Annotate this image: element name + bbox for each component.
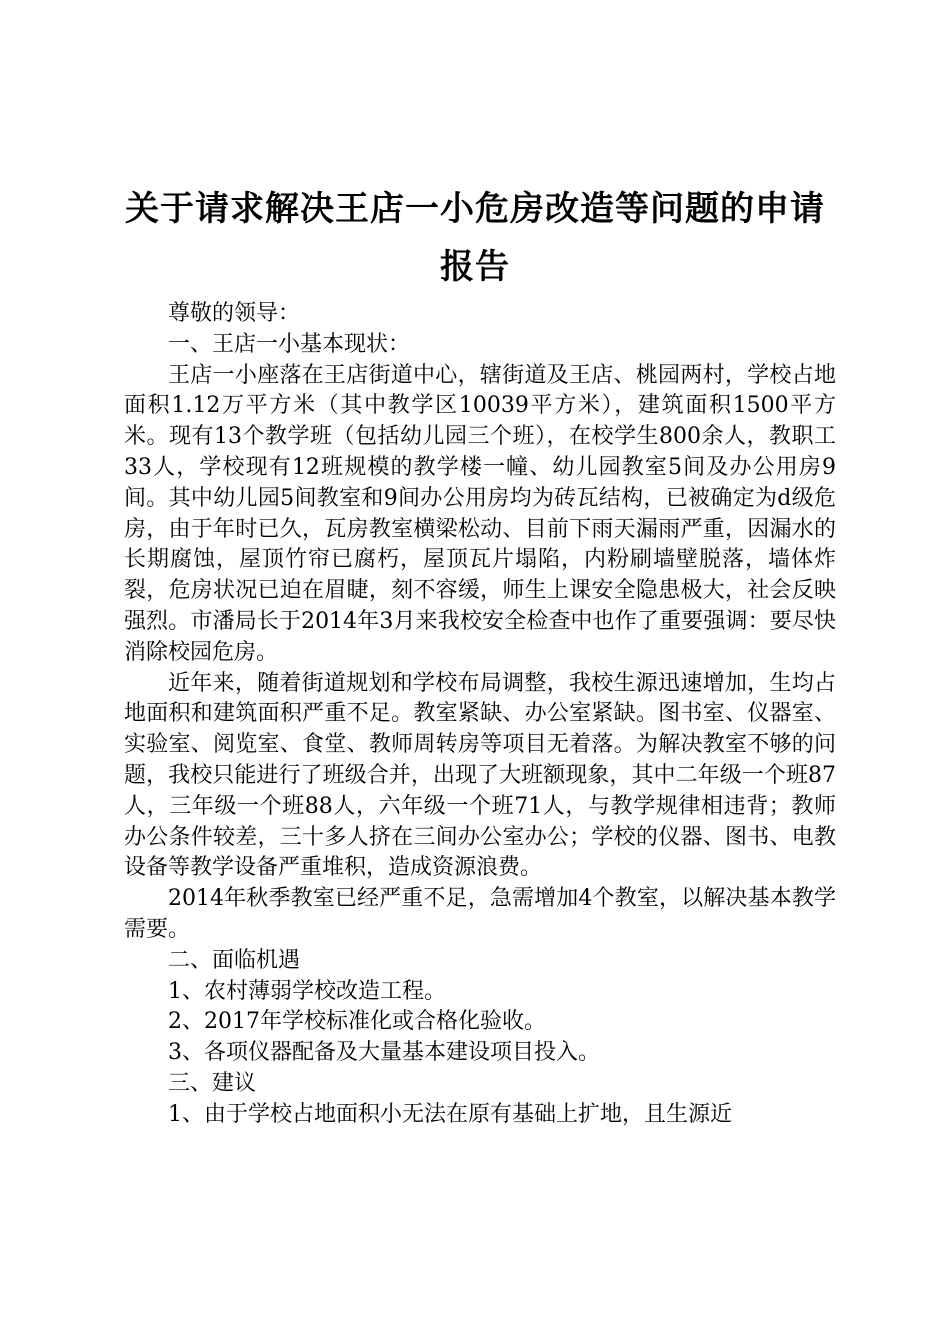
paragraph-autumn-2014: 2014年秋季教室已经严重不足，急需增加4个教室，以解决基本教学需要。 xyxy=(124,886,836,942)
paragraph-current-status: 王店一小座落在王店街道中心，辖街道及王店、桃园两村，学校占地面积1.12万平方米（其中教学区10039平方米），建筑面积1500平方米。现有13个教学班（包括幼儿园三个班），在校学生800余人，教职工33人，学校现有12班规模的教学楼一幢、幼儿园教室5间及办公用房9间。其中幼儿园5间教室和9间办公用房均为砖瓦结构，已被确定为d级危房，由于年时已久，瓦房教室横梁松动、目前下雨天漏雨严重，因漏水的长期腐蚀，屋顶竹帘已腐朽，屋顶瓦片塌陷，内粉刷墙壁脱落，墙体炸裂，危房状况已迫在眉睫，刻不容缓，师生上课安全隐患极大，社会反映强烈。市潘局长于2014年3月来我校安全检查中也作了重要强调：要尽快消除校园危房。 xyxy=(124,362,836,665)
document-title-line-2: 报告 xyxy=(440,247,510,287)
section-heading-2: 二、面临机遇 xyxy=(168,947,301,973)
opportunity-item-1: 1、农村薄弱学校改造工程。 xyxy=(168,978,446,1004)
opportunity-item-2: 2、2017年学校标准化或合格化验收。 xyxy=(168,1009,546,1035)
document-title-line-1: 关于请求解决王店一小危房改造等问题的申请 xyxy=(125,189,825,229)
paragraph-recent-years: 近年来，随着街道规划和学校布局调整，我校生源迅速增加，生均占地面积和建筑面积严重不足。教室紧缺、办公室紧缺。图书室、仪器室、实验室、阅览室、食堂、教师周转房等项目无着落。为解决教室不够的问题，我校只能进行了班级合并，出现了大班额现象，其中二年级一个班87人，三年级一个班88人，六年级一个班71人，与教学规律相违背；教师办公条件较差，三十多人挤在三间办公室办公；学校的仪器、图书、电教设备等教学设备严重堆积，造成资源浪费。 xyxy=(124,670,836,881)
opportunity-item-3: 3、各项仪器配备及大量基本建设项目投入。 xyxy=(168,1040,600,1066)
section-heading-1: 一、王店一小基本现状： xyxy=(168,331,411,357)
salutation: 尊敬的领导： xyxy=(168,301,301,326)
section-heading-3: 三、建议 xyxy=(168,1070,257,1096)
suggestion-item-1: 1、由于学校占地面积小无法在原有基础上扩地，且生源近 xyxy=(168,1101,732,1127)
document-body xyxy=(124,299,836,1131)
